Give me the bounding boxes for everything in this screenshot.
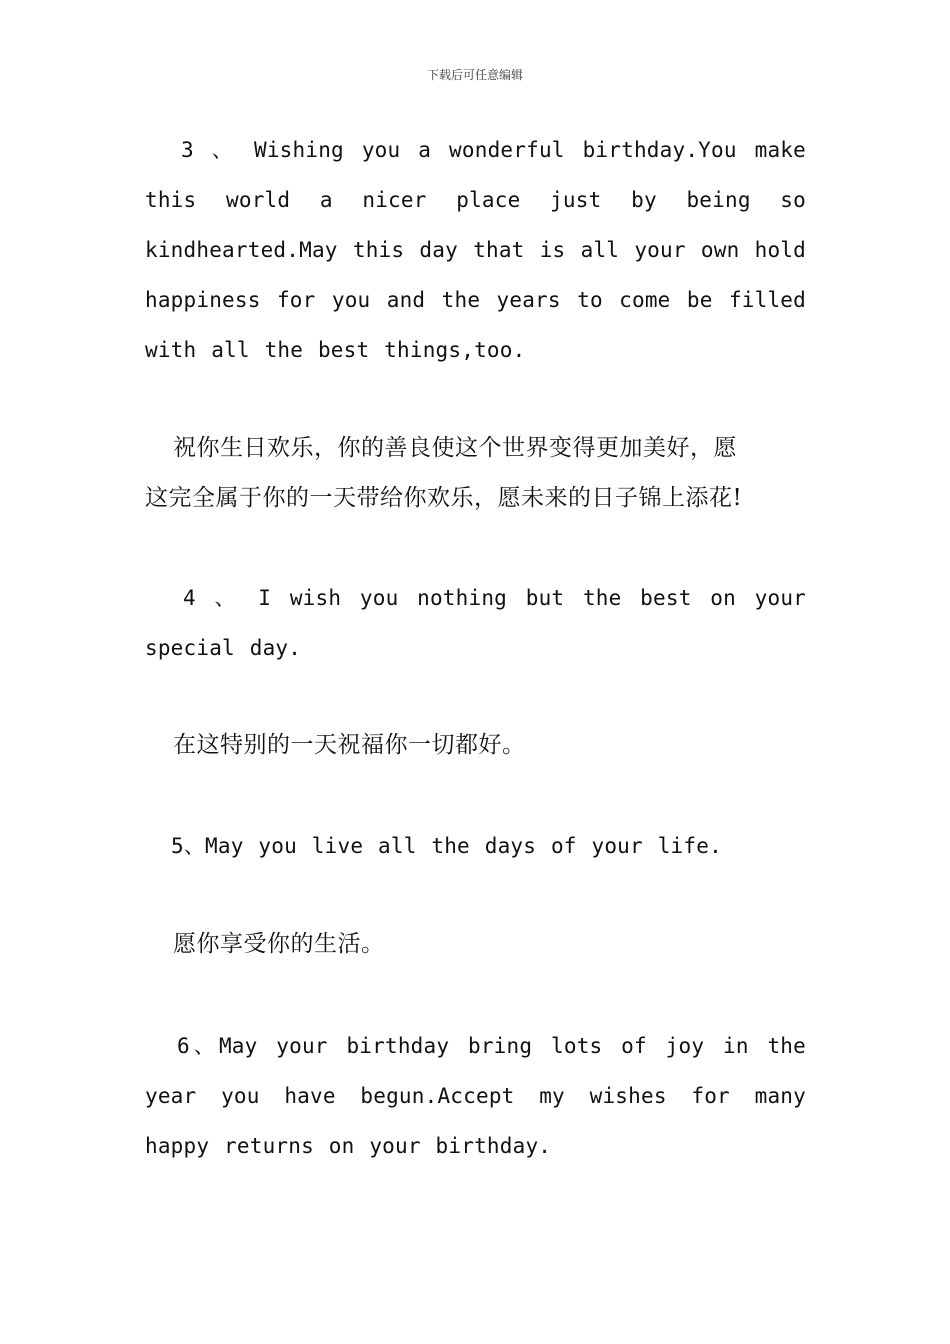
text-line: 6、May your birthday bring lots of joy in the <box>177 1034 806 1058</box>
paragraph-en-4 <box>145 573 806 673</box>
text-line: year you have begun.Accept my wishes for many <box>145 1084 806 1108</box>
text-line: 愿你享受你的生活。 <box>173 931 385 957</box>
text-line: 5、May you live all the days of your life. <box>171 834 722 858</box>
paragraph-en-3 <box>145 125 806 375</box>
text-line: happiness for you and the years to come be filled <box>145 288 806 312</box>
paragraph-zh-5 <box>145 919 806 969</box>
text-line: 4 、 I wish you nothing but the best on your <box>183 586 806 610</box>
text-line: happy returns on your birthday. <box>145 1134 552 1158</box>
text-line: with all the best things,too. <box>145 338 526 362</box>
text-line: 祝你生日欢乐，你的善良使这个世界变得更加美好，愿 <box>173 435 737 461</box>
page-header: 下载后可任意编辑 <box>426 68 523 82</box>
text-line: 这完全属于你的一天带给你欢乐，愿未来的日子锦上添花! <box>145 485 743 511</box>
text-line: this world a nicer place just by being so <box>145 188 806 212</box>
paragraph-zh-4 <box>145 720 806 770</box>
paragraph-en-6 <box>145 1021 806 1171</box>
text-line: 在这特别的一天祝福你一切都好。 <box>173 732 526 758</box>
text-line: special day. <box>145 636 302 660</box>
paragraph-zh-3 <box>145 423 806 523</box>
paragraph-en-5 <box>145 821 806 871</box>
text-line: 3 、 Wishing you a wonderful birthday.You make <box>181 138 806 162</box>
text-line: kindhearted.May this day that is all your own hold <box>145 238 806 262</box>
